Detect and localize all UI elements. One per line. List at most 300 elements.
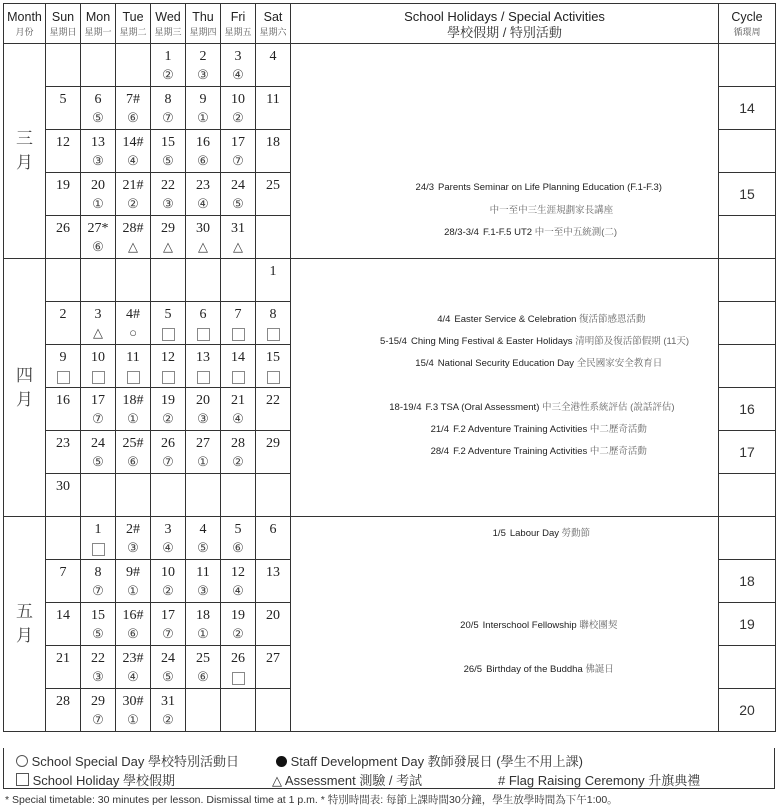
cycle-day-marker xyxy=(256,496,290,514)
cycle-day-marker: ② xyxy=(162,67,174,82)
day-number: 9 xyxy=(199,92,207,107)
day-cell xyxy=(151,259,186,302)
cycle-day-marker: ⑤ xyxy=(162,669,174,684)
event-title-zh: 中二歷奇活動 xyxy=(589,446,647,457)
cycle-day-marker: ③ xyxy=(92,153,104,168)
day-cell xyxy=(221,431,256,474)
cycle-day-marker xyxy=(81,281,115,299)
cycle-day-marker: ⑤ xyxy=(162,153,174,168)
cycle-number xyxy=(719,302,776,345)
cycle-number xyxy=(719,474,776,517)
cycle-day-marker: ① xyxy=(197,626,209,641)
cycle-day-marker: ③ xyxy=(197,583,209,598)
event-date: 28/4 xyxy=(430,446,450,457)
day-number: 14 xyxy=(231,350,245,365)
cycle-day-marker xyxy=(81,66,115,84)
cycle-day-marker xyxy=(186,281,220,299)
day-number: 20 xyxy=(196,393,210,408)
day-cell xyxy=(221,302,256,345)
day-cell xyxy=(151,130,186,173)
cycle-day-marker: ⑤ xyxy=(92,110,104,125)
cycle-day-marker xyxy=(256,711,290,729)
day-cell xyxy=(221,560,256,603)
holiday-square-icon xyxy=(256,324,290,342)
day-cell xyxy=(186,259,221,302)
day-cell xyxy=(116,87,151,130)
cycle-day-marker xyxy=(256,539,290,557)
day-number: 26 xyxy=(56,221,70,236)
day-cell xyxy=(186,560,221,603)
day-cell xyxy=(256,302,291,345)
day-number: 28 xyxy=(231,436,245,451)
day-number: 29 xyxy=(161,221,175,236)
day-number: 4 xyxy=(269,49,277,64)
day-cell xyxy=(116,345,151,388)
cycle-day-marker xyxy=(256,281,290,299)
cycle-day-marker: ④ xyxy=(232,67,244,82)
day-cell xyxy=(256,388,291,431)
cycle-day-marker xyxy=(46,496,80,514)
event-item xyxy=(291,202,721,216)
cycle-day-marker xyxy=(46,539,80,557)
day-cell xyxy=(116,216,151,259)
day-number: 18# xyxy=(122,393,144,408)
event-title-en: Labour Day xyxy=(509,528,559,539)
cycle-day-marker: ① xyxy=(127,411,139,426)
day-number: 21 xyxy=(231,393,245,408)
day-cell xyxy=(81,603,116,646)
day-number xyxy=(256,693,290,711)
day-number: 1 xyxy=(94,522,102,537)
day-cell xyxy=(256,259,291,302)
day-cell xyxy=(116,646,151,689)
cycle-number: 16 xyxy=(719,388,776,431)
cycle-day-marker: ⑦ xyxy=(232,153,244,168)
month-label xyxy=(4,44,46,259)
holiday-square-icon xyxy=(81,539,115,557)
day-cell xyxy=(151,689,186,732)
day-cell xyxy=(186,345,221,388)
header-row xyxy=(4,4,776,44)
cycle-day-marker xyxy=(221,496,255,514)
day-cell xyxy=(186,44,221,87)
day-number: 22 xyxy=(266,393,280,408)
day-cell xyxy=(221,517,256,560)
day-number: 11 xyxy=(126,350,140,365)
holiday-square-icon xyxy=(221,668,255,686)
event-title-en: Interschool Fellowship xyxy=(482,620,577,631)
event-item xyxy=(291,399,721,413)
event-item xyxy=(291,182,721,193)
day-number xyxy=(151,263,185,281)
day-number xyxy=(221,478,255,496)
event-item xyxy=(291,224,721,238)
event-item xyxy=(291,311,721,325)
day-number: 16 xyxy=(196,135,210,150)
day-cell xyxy=(151,517,186,560)
day-number: 2 xyxy=(199,49,207,64)
cycle-day-marker: △ xyxy=(163,239,173,254)
day-number: 3 xyxy=(164,522,172,537)
event-date: 15/4 xyxy=(415,358,434,369)
cycle-day-marker: ⑥ xyxy=(127,454,139,469)
day-cell xyxy=(81,474,116,517)
day-number: 7 xyxy=(59,565,67,580)
day-cell xyxy=(151,44,186,87)
event-item xyxy=(291,443,721,457)
event-date: 18-19/4 xyxy=(389,402,422,413)
day-cell xyxy=(256,689,291,732)
event-title-zh: 中三全港性系統評估 (說話評估) xyxy=(542,402,675,413)
day-number xyxy=(221,693,255,711)
day-cell xyxy=(46,517,81,560)
day-cell xyxy=(46,87,81,130)
cycle-number xyxy=(719,44,776,87)
cycle-day-marker: ② xyxy=(232,110,244,125)
day-cell xyxy=(151,431,186,474)
circle-icon xyxy=(16,755,28,767)
day-number: 30# xyxy=(122,694,144,709)
day-cell xyxy=(46,44,81,87)
day-cell xyxy=(256,87,291,130)
day-number xyxy=(116,478,150,496)
day-number: 6 xyxy=(199,307,207,322)
cycle-day-marker xyxy=(46,668,80,686)
holiday-square-icon xyxy=(151,324,185,342)
cycle-day-marker: ⑤ xyxy=(232,196,244,211)
day-header-tue: Tue 星期二 xyxy=(116,4,151,44)
day-number: 21# xyxy=(122,178,144,193)
event-date: 28/3-3/4 xyxy=(444,227,479,238)
day-cell xyxy=(151,173,186,216)
day-cell xyxy=(81,431,116,474)
day-number: 29 xyxy=(266,436,280,451)
day-cell xyxy=(46,474,81,517)
event-date: 21/4 xyxy=(430,424,450,435)
day-number: 10 xyxy=(231,92,245,107)
cycle-day-marker: ⑥ xyxy=(232,540,244,555)
day-cell xyxy=(81,517,116,560)
day-number: 10 xyxy=(91,350,105,365)
day-number: 26 xyxy=(161,436,175,451)
month-label-bottom: 月 xyxy=(16,389,33,410)
day-number: 28# xyxy=(122,221,144,236)
day-number: 20 xyxy=(266,608,280,623)
day-number: 24 xyxy=(91,436,105,451)
cycle-day-marker xyxy=(221,281,255,299)
cycle-day-marker: ③ xyxy=(162,196,174,211)
day-cell xyxy=(186,130,221,173)
cycle-number xyxy=(719,646,776,689)
cycle-day-marker xyxy=(116,281,150,299)
cycle-day-marker: ⑦ xyxy=(92,583,104,598)
day-number: 21 xyxy=(56,651,70,666)
event-date: 1/5 xyxy=(492,528,506,539)
day-number: 4# xyxy=(126,307,140,322)
day-number: 14# xyxy=(122,135,144,150)
day-cell xyxy=(116,689,151,732)
day-number xyxy=(46,48,80,66)
cycle-day-marker xyxy=(256,66,290,84)
day-cell xyxy=(186,302,221,345)
day-cell xyxy=(221,173,256,216)
cycle-day-marker xyxy=(46,711,80,729)
day-number: 31 xyxy=(231,221,245,236)
day-number xyxy=(221,263,255,281)
day-number: 18 xyxy=(196,608,210,623)
day-number xyxy=(46,521,80,539)
cycle-day-marker xyxy=(151,496,185,514)
holiday-square-icon xyxy=(256,367,290,385)
cycle-day-marker xyxy=(116,66,150,84)
cycle-day-marker xyxy=(256,109,290,127)
day-cell xyxy=(151,646,186,689)
day-number: 15 xyxy=(91,608,105,623)
day-cell xyxy=(116,130,151,173)
day-number: 31 xyxy=(161,694,175,709)
day-cell xyxy=(186,173,221,216)
day-number xyxy=(46,263,80,281)
event-title-zh: 勞動節 xyxy=(561,528,591,539)
legend xyxy=(3,748,775,788)
day-number: 23# xyxy=(122,651,144,666)
day-number: 19 xyxy=(56,178,70,193)
cycle-number: 19 xyxy=(719,603,776,646)
legend-flag xyxy=(498,770,700,789)
cycle-day-marker: ⑦ xyxy=(162,626,174,641)
day-cell xyxy=(116,259,151,302)
cycle-day-marker: ④ xyxy=(127,669,139,684)
holiday-square-icon xyxy=(46,367,80,385)
day-number: 6 xyxy=(94,92,102,107)
cycle-day-marker: △ xyxy=(198,239,208,254)
day-cell xyxy=(46,603,81,646)
day-number: 16# xyxy=(122,608,144,623)
cycle-day-marker: ② xyxy=(232,626,244,641)
day-number: 24 xyxy=(231,178,245,193)
cycle-day-marker xyxy=(81,496,115,514)
cycle-day-marker: ③ xyxy=(197,67,209,82)
day-cell xyxy=(116,517,151,560)
day-cell xyxy=(221,87,256,130)
day-cell xyxy=(116,388,151,431)
cycle-day-marker: ① xyxy=(92,196,104,211)
day-number: 11 xyxy=(266,92,280,107)
cycle-day-marker: ⑥ xyxy=(92,239,104,254)
event-item xyxy=(291,333,721,347)
cycle-day-marker: ② xyxy=(162,712,174,727)
day-number xyxy=(256,220,290,238)
day-cell xyxy=(221,388,256,431)
event-item xyxy=(291,421,721,435)
month-label xyxy=(4,259,46,517)
day-cell xyxy=(46,302,81,345)
day-number: 9 xyxy=(59,350,67,365)
cycle-number xyxy=(719,259,776,302)
day-number: 13 xyxy=(91,135,105,150)
day-number xyxy=(151,478,185,496)
cycle-day-marker xyxy=(46,410,80,428)
cycle-day-marker: ④ xyxy=(232,583,244,598)
day-number: 29 xyxy=(91,694,105,709)
cycle-day-marker xyxy=(46,324,80,342)
month-label-top: 三 xyxy=(16,129,33,149)
day-number: 5 xyxy=(59,92,67,107)
day-number: 17 xyxy=(91,393,105,408)
month-label-bottom: 月 xyxy=(16,626,33,646)
day-cell xyxy=(221,646,256,689)
day-number: 23 xyxy=(196,178,210,193)
day-cell xyxy=(256,173,291,216)
event-title-zh: 佛誕日 xyxy=(585,664,614,675)
cycle-day-marker xyxy=(46,109,80,127)
day-number: 2 xyxy=(59,307,67,322)
event-title-zh: 聯校團契 xyxy=(579,620,618,631)
cycle-day-marker: ① xyxy=(127,712,139,727)
footnote: * Special timetable: 30 minutes per lesson. Dismissal time at 1 p.m. * 特別時間表: 每節上課時間30分鐘，學生放學時間為下午1:00。 xyxy=(5,794,618,806)
day-number: 23 xyxy=(56,436,70,451)
event-item xyxy=(291,661,721,675)
calendar-table xyxy=(3,3,776,732)
cycle-day-marker: ③ xyxy=(127,540,139,555)
event-date: 24/3 xyxy=(415,182,435,193)
day-number: 8 xyxy=(269,307,277,322)
cycle-header: Cycle 循環周 xyxy=(719,4,776,44)
day-cell xyxy=(81,646,116,689)
day-cell xyxy=(151,87,186,130)
day-number xyxy=(186,263,220,281)
day-cell xyxy=(151,474,186,517)
day-number: 8 xyxy=(164,92,172,107)
cycle-number xyxy=(719,345,776,388)
event-title-en: F.2 Adventure Training Activities xyxy=(453,446,588,457)
cycle-day-marker xyxy=(256,668,290,686)
day-cell xyxy=(46,560,81,603)
day-number: 5 xyxy=(164,307,172,322)
holiday-square-icon xyxy=(221,324,255,342)
day-number: 22 xyxy=(161,178,175,193)
cycle-day-marker: ⑦ xyxy=(92,712,104,727)
event-title-zh: 復活節感恩活動 xyxy=(579,314,646,325)
day-cell xyxy=(186,646,221,689)
cycle-number: 14 xyxy=(719,87,776,130)
legend-holiday xyxy=(16,770,175,789)
day-cell xyxy=(186,388,221,431)
cycle-day-marker: △ xyxy=(93,325,103,340)
event-title-en: Ching Ming Festival & Easter Holidays xyxy=(410,336,573,347)
cycle-day-marker: △ xyxy=(233,239,243,254)
cycle-number xyxy=(719,130,776,173)
holiday-square-icon xyxy=(81,367,115,385)
cycle-day-marker xyxy=(256,582,290,600)
day-number: 1 xyxy=(269,264,277,279)
legend-flag-label: # Flag Raising Ceremony 升旗典禮 xyxy=(498,773,701,788)
legend-special-day xyxy=(16,751,239,770)
cycle-day-marker xyxy=(116,496,150,514)
day-cell xyxy=(256,603,291,646)
day-number: 22 xyxy=(91,651,105,666)
day-cell xyxy=(221,474,256,517)
day-cell xyxy=(256,44,291,87)
events-cell xyxy=(291,517,719,732)
cycle-number xyxy=(719,517,776,560)
day-cell xyxy=(186,431,221,474)
cycle-day-marker xyxy=(256,195,290,213)
day-number: 3 xyxy=(94,307,102,322)
day-number: 5 xyxy=(234,522,242,537)
cycle-day-marker: ② xyxy=(127,196,139,211)
day-number: 1 xyxy=(164,49,172,64)
day-number: 19 xyxy=(161,393,175,408)
event-title-en: Easter Service & Celebration xyxy=(454,314,577,325)
month-label-top: 四 xyxy=(16,365,33,386)
day-cell xyxy=(46,130,81,173)
day-number: 16 xyxy=(56,393,70,408)
cycle-day-marker: ⑥ xyxy=(197,153,209,168)
cycle-day-marker xyxy=(186,496,220,514)
day-cell xyxy=(81,216,116,259)
cycle-number: 18 xyxy=(719,560,776,603)
day-number: 13 xyxy=(266,565,280,580)
cycle-day-marker: ③ xyxy=(197,411,209,426)
day-cell xyxy=(46,646,81,689)
day-cell xyxy=(221,44,256,87)
day-number: 3 xyxy=(234,49,242,64)
day-cell xyxy=(116,173,151,216)
day-number: 17 xyxy=(161,608,175,623)
week-row xyxy=(4,259,776,302)
holiday-square-icon xyxy=(116,367,150,385)
day-cell xyxy=(151,560,186,603)
cycle-day-marker xyxy=(46,453,80,471)
cycle-day-marker: ④ xyxy=(162,540,174,555)
holiday-square-icon xyxy=(186,367,220,385)
day-cell xyxy=(256,130,291,173)
day-cell xyxy=(256,216,291,259)
day-number: 20 xyxy=(91,178,105,193)
event-title-en: F.1-F.5 UT2 xyxy=(482,227,533,238)
cycle-day-marker xyxy=(46,152,80,170)
day-number: 18 xyxy=(266,135,280,150)
event-item xyxy=(291,617,721,631)
day-number xyxy=(116,263,150,281)
week-row xyxy=(4,517,776,560)
day-cell xyxy=(46,431,81,474)
day-cell xyxy=(186,474,221,517)
day-cell xyxy=(221,345,256,388)
cycle-day-marker: ④ xyxy=(232,411,244,426)
event-title-en: F.3 TSA (Oral Assessment) xyxy=(425,402,540,413)
cycle-day-marker: ⑥ xyxy=(127,110,139,125)
day-cell xyxy=(46,388,81,431)
day-cell xyxy=(151,216,186,259)
day-cell xyxy=(116,603,151,646)
day-number: 27 xyxy=(266,651,280,666)
cycle-day-marker xyxy=(46,625,80,643)
day-cell xyxy=(81,345,116,388)
legend-assessment xyxy=(272,770,422,789)
day-number: 12 xyxy=(231,565,245,580)
day-cell xyxy=(46,173,81,216)
month-label-bottom: 月 xyxy=(16,153,33,173)
event-title-en: Parents Seminar on Life Planning Education (F.1-F.3) xyxy=(438,182,662,193)
day-number xyxy=(81,478,115,496)
day-header-fri: Fri 星期五 xyxy=(221,4,256,44)
cycle-day-marker xyxy=(256,410,290,428)
day-number: 9# xyxy=(126,565,140,580)
event-title-en: National Security Education Day xyxy=(437,358,575,369)
legend-holiday-label: School Holiday 學校假期 xyxy=(32,773,175,788)
